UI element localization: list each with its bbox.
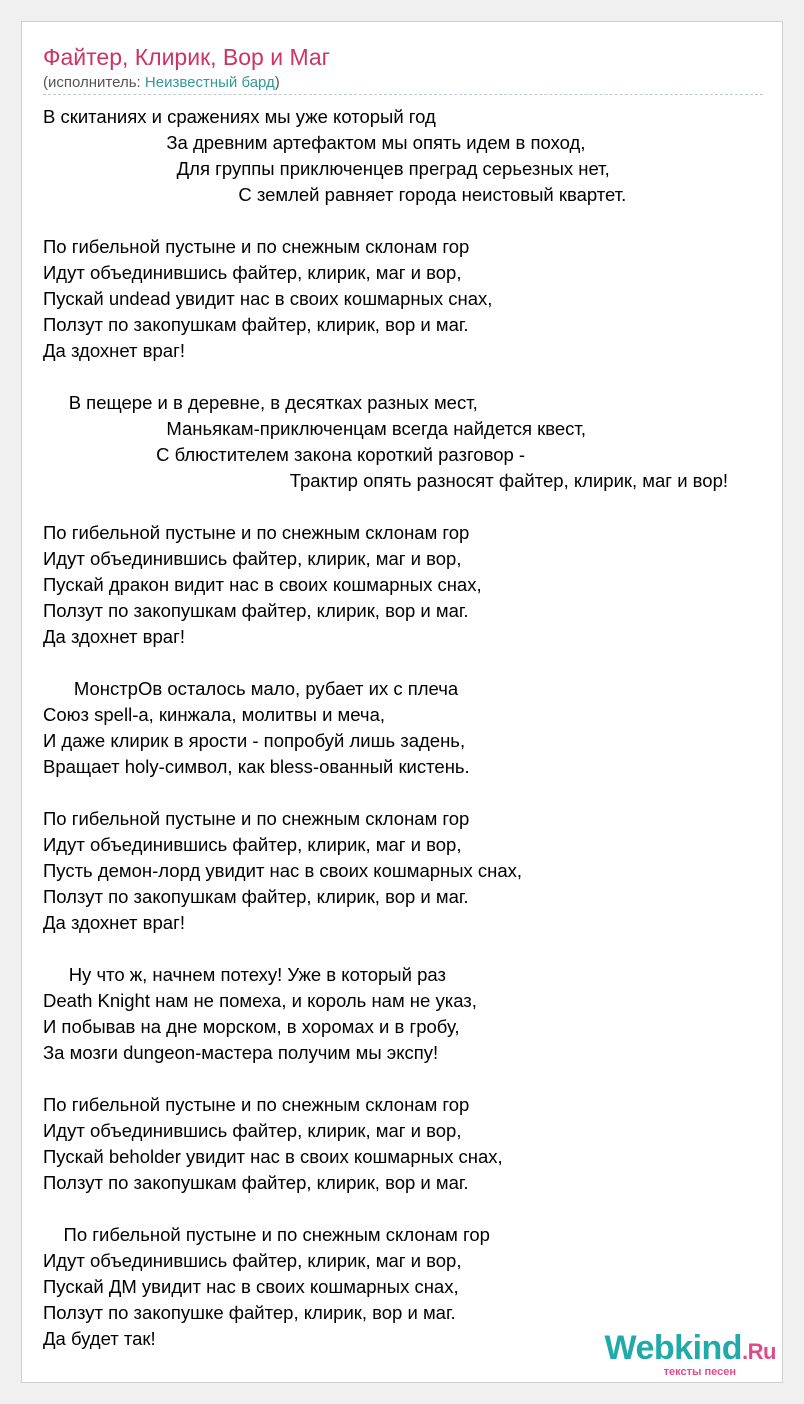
- lyrics-card: [21, 21, 783, 1383]
- lyric-line: Пускай дракон видит нас в своих кошмарных снах,: [43, 574, 482, 595]
- lyric-line: Маньякам-приключенцам всегда найдется квест,: [43, 418, 586, 439]
- lyric-line: Пускай beholder увидит нас в своих кошмарных снах,: [43, 1146, 503, 1167]
- lyric-line: В пещере и в деревне, в десятках разных мест,: [43, 392, 478, 413]
- lyric-line: МонстрОв осталось мало, рубает их с плеча: [43, 678, 459, 699]
- lyric-line: Ползут по закопушкам файтер, клирик, вор и маг.: [43, 1172, 469, 1193]
- lyric-line: Трактир опять разносят файтер, клирик, маг и вор!: [43, 470, 729, 491]
- lyric-line: Идут объединившись файтер, клирик, маг и вор,: [43, 262, 462, 283]
- lyric-line: В скитаниях и сражениях мы уже который год: [43, 106, 436, 127]
- lyric-line: Идут объединившись файтер, клирик, маг и вор,: [43, 1250, 462, 1271]
- lyric-line: И даже клирик в ярости - попробуй лишь задень,: [43, 730, 466, 751]
- lyric-line: Союз spell-а, кинжала, молитвы и меча,: [43, 704, 385, 725]
- lyric-line: [43, 936, 783, 962]
- performer-label: исполнитель:: [48, 74, 145, 91]
- webkind-logo[interactable]: [605, 1331, 777, 1378]
- lyric-line: С землей равняет города неистовый квартет.: [43, 184, 627, 205]
- lyric-line: По гибельной пустыне и по снежным склонам гор: [43, 522, 470, 543]
- performer-line: [43, 73, 280, 93]
- lyric-line: Ползут по закопушке файтер, клирик, вор и маг.: [43, 1302, 456, 1323]
- lyric-line: Ползут по закопушкам файтер, клирик, вор и маг.: [43, 600, 469, 621]
- lyric-line: Death Knight нам не помеха, и король нам не указ,: [43, 990, 477, 1011]
- lyric-line: Пусть демон-лорд увидит нас в своих кошмарных снах,: [43, 860, 523, 881]
- lyric-line: По гибельной пустыне и по снежным склонам гор: [43, 1224, 490, 1245]
- lyric-line: И побывав на дне морском, в хоромах и в гробу,: [43, 1016, 460, 1037]
- lyric-line: Ползут по закопушкам файтер, клирик, вор и маг.: [43, 314, 469, 335]
- lyric-line: Идут объединившись файтер, клирик, маг и вор,: [43, 1120, 462, 1141]
- lyric-line: Вращает holy-символ, как bless-ованный кистень.: [43, 756, 470, 777]
- lyrics-text: [43, 104, 783, 1352]
- lyric-line: [43, 208, 783, 234]
- lyric-line: [43, 1196, 783, 1222]
- lyric-line: По гибельной пустыне и по снежным склонам гор: [43, 1094, 470, 1115]
- lyric-line: Ну что ж, начнем потеху! Уже в который раз: [43, 964, 446, 985]
- lyric-line: Да здохнет враг!: [43, 626, 185, 647]
- logo-tld: .Ru: [742, 1339, 776, 1364]
- lyric-line: [43, 650, 783, 676]
- lyric-line: [43, 494, 783, 520]
- lyric-line: С блюстителем закона короткий разговор -: [43, 444, 526, 465]
- lyric-line: Ползут по закопушкам файтер, клирик, вор и маг.: [43, 886, 469, 907]
- logo-tagline: тексты песен: [663, 1366, 736, 1378]
- lyric-line: За древним артефактом мы опять идем в поход,: [43, 132, 586, 153]
- logo-wordmark: [605, 1331, 777, 1369]
- logo-brand: Webkind: [604, 1329, 743, 1367]
- song-title: Файтер, Клирик, Вор и Маг: [43, 44, 331, 70]
- paren-close: ): [274, 74, 280, 91]
- lyric-line: [43, 1066, 783, 1092]
- lyric-line: Да будет так!: [43, 1328, 156, 1349]
- lyric-line: Пускай undead увидит нас в своих кошмарных снах,: [43, 288, 493, 309]
- lyric-line: По гибельной пустыне и по снежным склонам гор: [43, 236, 470, 257]
- performer-link[interactable]: Неизвестный бард: [144, 74, 275, 91]
- lyric-line: Идут объединившись файтер, клирик, маг и вор,: [43, 548, 462, 569]
- lyric-line: Да здохнет враг!: [43, 340, 185, 361]
- lyric-line: По гибельной пустыне и по снежным склонам гор: [43, 808, 470, 829]
- paren-open: (: [43, 74, 48, 91]
- lyric-line: За мозги dungeon-мастера получим мы экспу!: [43, 1042, 439, 1063]
- lyric-line: Для группы приключенцев преград серьезных нет,: [43, 158, 610, 179]
- header-divider: [43, 94, 763, 95]
- lyric-line: Идут объединившись файтер, клирик, маг и вор,: [43, 834, 462, 855]
- lyric-line: [43, 780, 783, 806]
- lyric-line: [43, 364, 783, 390]
- lyric-line: Да здохнет враг!: [43, 912, 185, 933]
- lyric-line: Пускай ДМ увидит нас в своих кошмарных снах,: [43, 1276, 459, 1297]
